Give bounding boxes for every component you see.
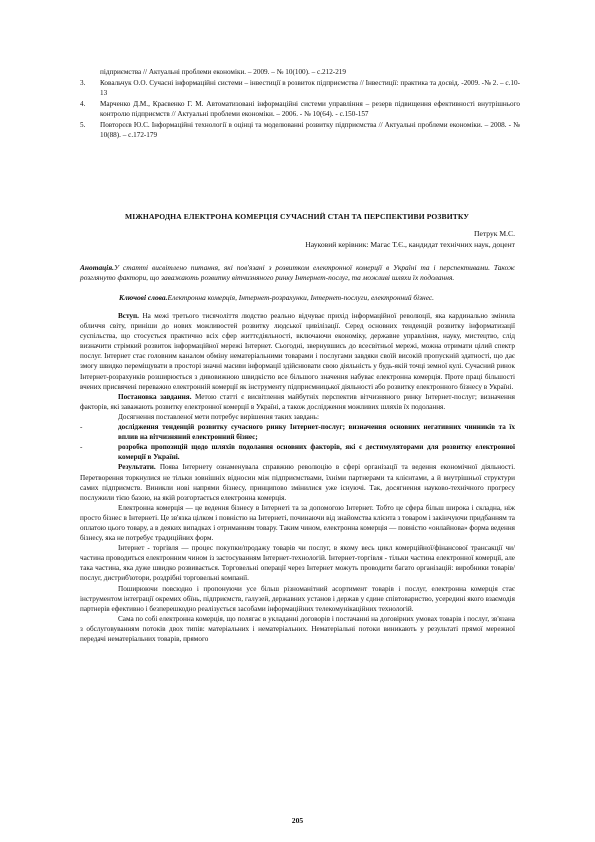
results-label: Результати. — [118, 463, 156, 472]
task-label: Постановка завдання. — [118, 392, 192, 401]
reference-item — [80, 120, 520, 140]
article-title: МІЖНАРОДНА ЕЛЕКТРОНА КОМЕРЦІЯ СУЧАСНИЙ СТАН ТА ПЕРСПЕКТИВИ РОЗВИТКУ — [125, 212, 469, 221]
keywords — [119, 293, 519, 302]
abstract — [80, 263, 515, 283]
intro-label: Вступ. — [118, 312, 139, 320]
intro-paragraph — [80, 311, 515, 392]
body-paragraph: Сама по собі електронна комерція, що полягає в укладанні договорів і постачанні на договірних умовах товарів і послуг, зв'язана з обслуговуванням потоків двох типів: матеріальних і нематеріальних. Нематеріальні потоки виникають у результаті прямої мережної передачі нематеріальних товарів, прямого — [80, 614, 515, 643]
reference-number — [80, 67, 100, 77]
intro-text: На межі третього тисячоліття людство реально відчуває прихід інформаційної революції, яка кардинально змінила обличчя світу, приніши до нових можливостей розвитку людської цивілізації. Серед основних тенденцій розвитку інформатизації суспільства, що стосується практично всіх сфер життєдіяльності, включаючи економіку, державне управління, науку, мистецтво, слід визначити стрімкий розвиток інформаційної мережі Інтернет. Сьогодні, звернувшись до всесвітньої мережі, можна отримати цілий спектр послуг. Інтернет стає головним каналом обміну нематеріальними товарами і послугами завдяки своїй високій пропускній здатності, що дає змогу швидко переміщувати в просторі значні масиви інформації здійснювати свою діяльність у будь-якій точці земної кулі. Сучасний ринок Інтернет-розрахунків розширюється з дивовижною швидкістю все більшого значення набуває електронна комерція. Проте праці більшості вчених присвячені переважно електронній комерції як інструменту підприємницької діяльності або розвитку електронного бізнесу в Україні. — [80, 312, 515, 391]
body-paragraph: Поширюючи повсюдно і пропонуючи усе більш різноманітний асортимент товарів і послуг, електронна комерція стає інструментом інтеграції окремих обїнь, підприємств, галузей, державних установ і держав у єдине співтовариство, усередині якого взаємодія партнерів ефективно і безперешкодно реалізується засобами інформаційних телекомунікаційних технологій. — [80, 584, 515, 613]
list-item-text: дослідження тенденцій розвитку сучасного ринку Інтернет-послуг; визначення основних негативних чинників та їх вплив на вітчизняний електронний бізнес; — [118, 423, 515, 442]
reference-number: 5. — [80, 121, 86, 129]
reference-number: 4. — [80, 100, 86, 108]
author-block — [305, 228, 515, 250]
body-paragraph: Інтернет - торгівля — процес покупки/продажу товарів чи послуг, в якому весь цикл комерційної/фінансової трансакції чи/частина проводиться електронним чином із застосуванням Інтернет-технологій. Інтернет-торгівля - тільки частина електронної комерції, але така частина, яка дуже швидко розвивається. Торговельні операції через Інтернет можуть проводити багато організацій: виробники товарів/послуг, дистриб'ютори, роздрібні торговельні компанії. — [80, 544, 515, 583]
results-text: Поява Інтернету ознаменувала справжню революцію в сфері організації та ведення економічної діяльності. Перетворення торкнулися не тільки зовнішніх відносин між підприємствами, їхніми партнерами та клієнтами, а й внутрішньої структури самих підприємств. Виникли нові напрями бізнесу, принципово змінилися уже існуючі. Так, досягнення науково-технічного прогресу послужили тією базою, на якій розгортається електронна комерція. — [80, 463, 515, 502]
task-paragraph — [80, 392, 515, 412]
task-intro: Досягнення поставленої мети потребує вирішення таких завдань: — [118, 412, 319, 421]
author-name: Петрук М.С. — [474, 229, 515, 238]
results-paragraph — [80, 462, 515, 502]
list-item-text: розробка пропозицій щодо шляхів подолання основних факторів, які є дестимуляторами для розвитку електронної комерції в Україні. — [118, 443, 515, 462]
task-list — [80, 422, 515, 462]
reference-text: Повторєєв Ю.С. Інформаційні технології в оцінці та моделюванні розвитку підприємства // Актуальні проблеми економіки. – 2008. - № 10(88). – с.172-179 — [100, 121, 520, 139]
list-item: - дослідження тенденцій розвитку сучасного ринку Інтернет-послуг; визначення основних негативних чинників та їх вплив на вітчизняний електронний бізнес; — [80, 423, 515, 442]
reference-list — [80, 67, 520, 141]
reference-item — [80, 99, 520, 119]
abstract-text: У статті висвітлено питання, які пов'язані з розвитком електронної комерції в Україні та і перспективами. Також розглянуто фактори, що заважають розвитку вітчизняного ринку Інтернет-послуг, та можливі шляхи їх подолання. — [80, 263, 515, 282]
reference-item — [80, 67, 520, 77]
reference-text: Ковальчук О.О. Сучасні інформаційні системи – інвестиції в розвиток підприємства // Інвестиції: практика та досвід. -2009. -№ 2. – с.10-13 — [100, 79, 520, 97]
task-text: Метою статті є висвітлення майбутніх перспектив вітчизняного ринку Інтернет-послуг; визначення факторів, які заважають розвитку електронної комерції в Україні, а також дослідження можливих шляхів їх подолання. — [80, 392, 515, 411]
reference-number: 3. — [80, 79, 86, 87]
reference-text: Марченко Д.М., Краєвенко Г. М. Автоматизовані інформаційні системи управління – резерв підвищення ефективності внутрішнього контролю підприємств // Актуальні проблеми економіки. – 2006. - № 10(64). - с.150-157 — [100, 100, 520, 118]
reference-item — [80, 78, 520, 98]
article-body — [80, 311, 515, 644]
page-number: 205 — [291, 816, 304, 825]
keywords-label: Ключові слова. — [119, 293, 168, 302]
reference-text: підприємства // Актуальні проблеми економіки. – 2009. – № 10(100). – с.212-219 — [100, 68, 346, 76]
abstract-label: Анотація. — [80, 263, 114, 272]
keywords-text: Електронна комерція, Інтернет-розрахунки, Інтернет-послуги, електронний бізнес. — [167, 293, 435, 302]
body-paragraph: Електронна комерція — це ведення бізнесу в Інтернеті та за допомогою Інтернет. Тобто це сфера більш широка і складна, ніж просто бізнес в Інтернеті. Це зв'язка цілком і повністю на Інтернеті, починаючи від знайомства клієнта з товаром і закінчуючи придбанням та оплатою цього товару, а в деяких випадках і отриманням товару. Таким чином, електронна комерція — повністю «онлайнова» форма ведення бізнесу, яка не потребує традиційних форм. — [80, 503, 515, 543]
supervisor-line: Науковий керівник: Магас Т.Є., кандидат технічних наук, доцент — [305, 240, 515, 249]
list-item: - розробка пропозицій щодо шляхів подолання основних факторів, які є дестимуляторами для розвитку електронної комерції в Україні. — [80, 443, 515, 462]
